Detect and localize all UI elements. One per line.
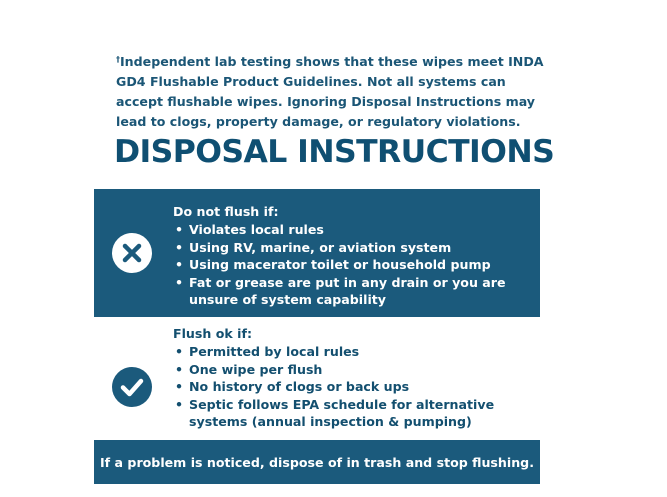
- do-not-flush-title: Do not flush if:: [173, 204, 279, 219]
- list-item: • Using RV, marine, or aviation system: [173, 239, 533, 257]
- list-item: • Septic follows EPA schedule for alternative systems (annual inspection & pumping): [173, 396, 533, 431]
- checkmark-circle-icon: [112, 367, 152, 407]
- footer-warning-text: If a problem is noticed, dispose of in trash and stop flushing.: [100, 454, 534, 470]
- list-item: • Permitted by local rules: [173, 343, 533, 361]
- do-not-flush-panel: [94, 189, 540, 317]
- list-item: • Using macerator toilet or household pump: [173, 256, 533, 274]
- do-not-flush-list-block: [173, 203, 533, 309]
- list-item: • Fat or grease are put in any drain or you are unsure of system capability: [173, 274, 533, 309]
- intro-text-part1: Independent lab testing shows that these wipes meet INDA GD4 Flushable Product Guidelines.: [116, 54, 544, 89]
- page-title: DISPOSAL INSTRUCTIONS: [114, 134, 555, 170]
- do-not-flush-list: [173, 221, 533, 309]
- footer-warning-bar: [94, 440, 540, 484]
- flush-ok-list: [173, 343, 533, 431]
- dagger-mark: †: [116, 55, 120, 64]
- list-item: • Violates local rules: [173, 221, 533, 239]
- list-item: • One wipe per flush: [173, 361, 533, 379]
- intro-bold-text: Not all systems can accept flushable wipes.: [116, 74, 506, 109]
- flush-ok-title: Flush ok if:: [173, 326, 252, 341]
- list-item: • No history of clogs or back ups: [173, 378, 533, 396]
- intro-text-part2: Ignoring Disposal Instructions may lead to clogs, property damage, or regulatory violations.: [116, 94, 536, 129]
- x-circle-icon: [112, 233, 152, 273]
- flush-ok-panel: [94, 317, 540, 440]
- flush-ok-list-block: [173, 325, 533, 431]
- intro-disclaimer: [116, 52, 546, 132]
